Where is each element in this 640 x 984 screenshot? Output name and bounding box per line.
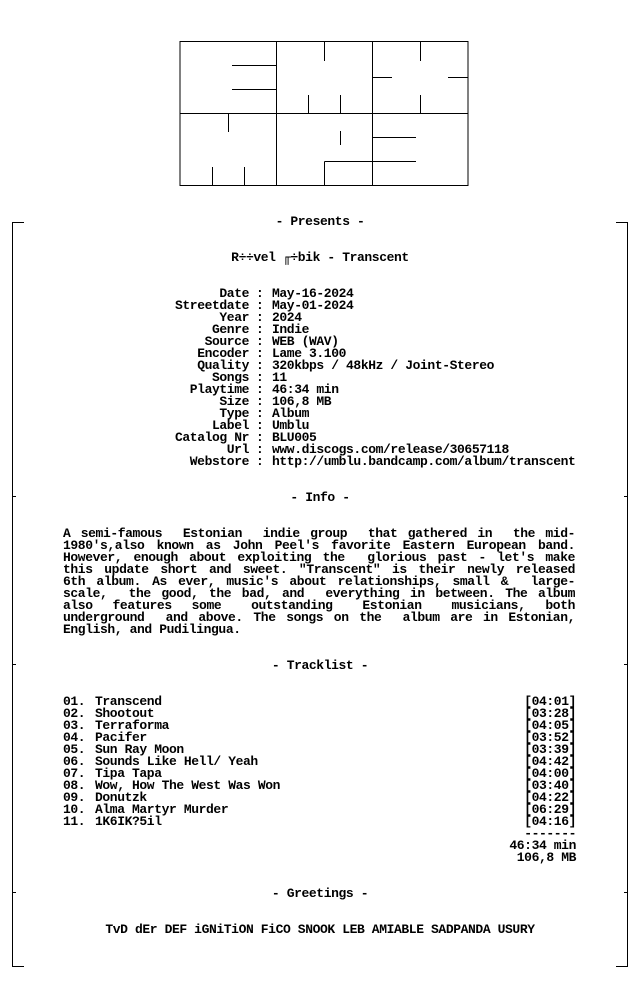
track-row <box>63 816 576 828</box>
track-duration: [04:05] <box>524 718 576 733</box>
field-value: Album <box>272 406 310 421</box>
field-separator: : <box>256 310 264 325</box>
track-duration: [03:39] <box>524 742 576 757</box>
field-label: Year <box>219 310 249 325</box>
section-heading-presents: - Presents - <box>275 214 365 229</box>
total-playtime: 46:34 min <box>509 838 576 853</box>
track-title: Donutzk <box>95 790 147 805</box>
field-label: Catalog Nr <box>174 430 249 445</box>
info-line: 6th album. As ever, music's about relationships, small & large- <box>63 574 575 589</box>
field-row <box>0 408 640 420</box>
release-title: R÷÷vel ╓÷bik - Transcent <box>231 250 409 265</box>
track-number: 02. <box>63 706 86 721</box>
release-fields <box>0 288 640 468</box>
track-duration: [04:00] <box>524 766 576 781</box>
track-duration: [03:28] <box>524 706 576 721</box>
track-title: Sun Ray Moon <box>95 742 184 757</box>
field-separator: : <box>256 334 264 349</box>
track-title: Shootout <box>95 706 155 721</box>
field-separator: : <box>256 442 264 457</box>
info-line: However, enough about exploiting the glorious past - let's make <box>63 550 575 565</box>
totals-divider: ------- <box>524 826 576 841</box>
field-separator: : <box>256 382 264 397</box>
field-value: 11 <box>272 370 287 385</box>
section-heading-greetings: - Greetings - <box>271 886 369 901</box>
field-separator: : <box>256 454 264 469</box>
track-number: 03. <box>63 718 86 733</box>
track-duration: [04:22] <box>524 790 576 805</box>
track-number: 10. <box>63 802 86 817</box>
info-line: scale, the good, the bad, and everything in between. The album <box>63 586 575 601</box>
track-duration: [04:01] <box>524 694 576 709</box>
field-value: Indie <box>272 322 310 337</box>
field-separator: : <box>256 430 264 445</box>
field-value: http://umblu.bandcamp.com/album/transcent <box>272 454 576 469</box>
field-separator: : <box>256 346 264 361</box>
track-title: Pacifer <box>95 730 147 745</box>
field-row <box>0 396 640 408</box>
field-label: Label <box>211 418 249 433</box>
field-value: www.discogs.com/release/30657118 <box>272 442 509 457</box>
field-row <box>0 360 640 372</box>
section-heading-tracklist: - Tracklist - <box>271 658 369 673</box>
field-separator: : <box>256 370 264 385</box>
field-label: Genre <box>211 322 249 337</box>
field-value: 106,8 MB <box>272 394 332 409</box>
field-label: Encoder <box>197 346 249 361</box>
track-title: Wow, How The West Was Won <box>95 778 281 793</box>
field-value: May-01-2024 <box>272 298 354 313</box>
field-value: BLU005 <box>272 430 317 445</box>
field-separator: : <box>256 418 264 433</box>
info-line: English, and Pudilingua. <box>63 622 241 637</box>
track-title: Sounds Like Hell/ Yeah <box>95 754 258 769</box>
tracklist <box>63 696 576 828</box>
track-duration: [06:29] <box>524 802 576 817</box>
field-row <box>0 420 640 432</box>
info-line: underground and above. The songs on the album are in Estonian, <box>63 610 575 625</box>
track-number: 11. <box>63 814 86 829</box>
track-number: 04. <box>63 730 86 745</box>
track-duration: [04:16] <box>524 814 576 829</box>
track-number: 05. <box>63 742 86 757</box>
section-heading-info: - Info - <box>290 490 350 505</box>
field-value: May-16-2024 <box>272 286 354 301</box>
field-value: Lame 3.100 <box>272 346 347 361</box>
field-label: Date <box>219 286 249 301</box>
field-label: Source <box>204 334 249 349</box>
track-duration: [04:42] <box>524 754 576 769</box>
field-label: Url <box>226 442 249 457</box>
track-title: Tipa Tapa <box>95 766 162 781</box>
field-separator: : <box>256 358 264 373</box>
field-separator: : <box>256 322 264 337</box>
field-value: 2024 <box>272 310 302 325</box>
total-size: 106,8 MB <box>516 850 576 865</box>
track-duration: [03:40] <box>524 778 576 793</box>
field-separator: : <box>256 298 264 313</box>
track-number: 06. <box>63 754 86 769</box>
track-duration: [03:52] <box>524 730 576 745</box>
field-row <box>0 456 640 468</box>
field-label: Songs <box>211 370 249 385</box>
greetings-text: TvD dEr DEF iGNiTiON FiCO SNOOK LEB AMIABLE SADPANDA USURY <box>105 922 535 937</box>
field-value: 320kbps / 48kHz / Joint-Stereo <box>272 358 495 373</box>
info-line: this update short and sweet. "Transcent" is their newly released <box>63 562 575 577</box>
field-value: WEB (WAV) <box>272 334 339 349</box>
info-text <box>63 528 575 636</box>
field-label: Webstore <box>189 454 249 469</box>
field-value: 46:34 min <box>272 382 339 397</box>
info-line: also features some outstanding Estonian musicians, both <box>63 598 575 613</box>
field-label: Playtime <box>189 382 249 397</box>
track-number: 08. <box>63 778 86 793</box>
field-label: Type <box>219 406 249 421</box>
track-number: 01. <box>63 694 86 709</box>
field-row <box>0 300 640 312</box>
track-title: Transcend <box>95 694 162 709</box>
track-number: 07. <box>63 766 86 781</box>
field-label: Quality <box>197 358 249 373</box>
field-separator: : <box>256 406 264 421</box>
info-line: A semi-famous Estonian indie group that gathered in the mid- <box>63 526 575 541</box>
track-title: Terraforma <box>95 718 170 733</box>
info-line: 1980's,also known as John Peel's favorite Eastern European band. <box>63 538 575 553</box>
track-title: Alma Martyr Murder <box>95 802 229 817</box>
field-separator: : <box>256 394 264 409</box>
field-value: Umblu <box>272 418 310 433</box>
field-label: Streetdate <box>174 298 249 313</box>
field-label: Size <box>219 394 249 409</box>
track-title: 1K6IK?5il <box>95 814 162 829</box>
track-number: 09. <box>63 790 86 805</box>
field-separator: : <box>256 286 264 301</box>
field-row <box>0 312 640 324</box>
